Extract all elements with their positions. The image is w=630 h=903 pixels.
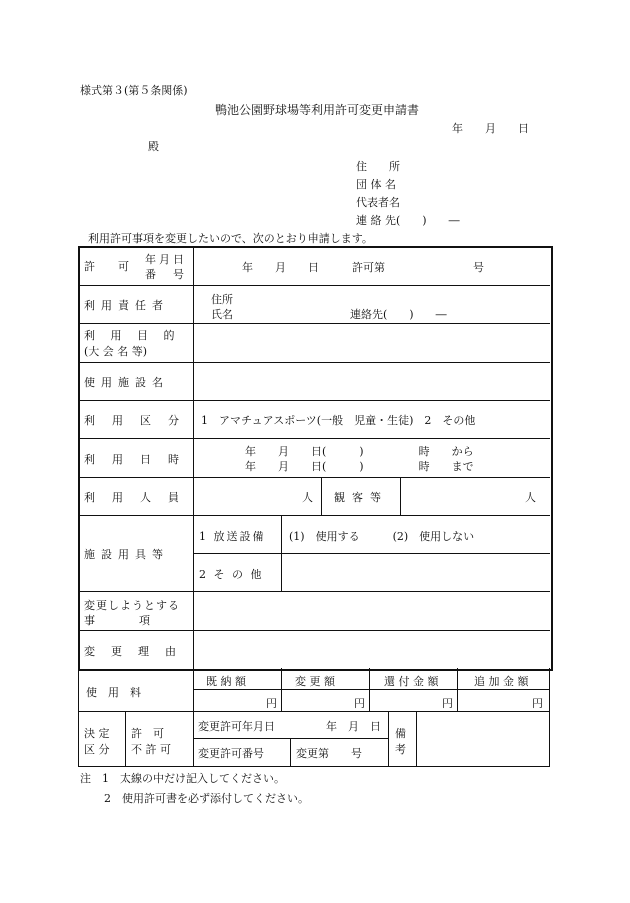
facility-label: 使用施設名 <box>84 376 169 389</box>
permit-label: 許 可 <box>84 260 135 273</box>
people-label: 利用人員 <box>84 491 196 504</box>
date-line: 年 月 日 <box>452 122 529 135</box>
change-items-label-sub: 事 項 <box>84 614 150 627</box>
spectators-unit: 人 <box>525 491 536 504</box>
fee-col-refund: 還 付 金 額 <box>384 675 439 688</box>
remarks-label: 備 <box>395 727 406 740</box>
purpose-label-sub: (大 会 名 等) <box>84 345 148 358</box>
category-label: 利用区分 <box>84 414 196 427</box>
form-number: 様式第３(第５条関係) <box>80 84 188 97</box>
applicant-representative-label: 代表者名 <box>356 196 400 209</box>
people-unit: 人 <box>302 491 313 504</box>
datetime-label: 利用日時 <box>84 453 196 466</box>
fee-col-additional: 追 加 金 額 <box>474 675 529 688</box>
responsible-address: 住所 <box>211 293 233 306</box>
fee-label: 使 用 料 <box>86 686 141 699</box>
note-1: 注 1 太線の中だけ記入してください。 <box>80 772 285 785</box>
decision-not-permit: 不 許 可 <box>131 743 171 756</box>
applicant-address-label: 住 所 <box>356 160 400 173</box>
fee-col-paid: 既 納 額 <box>206 675 246 688</box>
applicant-group-label: 団 体 名 <box>356 178 396 191</box>
fee-yen-2: 円 <box>354 697 365 710</box>
equipment-broadcast: 1 放送設備 <box>199 530 266 543</box>
change-number-label: 変更許可番号 <box>198 747 264 760</box>
intro-text: 利用許可事項を変更したいので、次のとおり申請します。 <box>88 232 373 245</box>
broadcast-options: (1) 使用する (2) 使用しない <box>289 530 475 543</box>
equipment-label: 施設用具等 <box>84 548 169 561</box>
applicant-contact-label: 連 絡 先( ) ― <box>356 214 460 227</box>
spectators-label: 観客等 <box>334 491 388 504</box>
permit-label-date: 年月日 <box>145 253 187 266</box>
decision-label: 決 定 <box>84 727 110 740</box>
remarks-label-sub: 考 <box>395 743 406 756</box>
datetime-line2: 年 月 日( ) 時 まで <box>245 460 474 473</box>
purpose-label: 利 用 目 的 <box>84 329 181 342</box>
form-title: 鴨池公園野球場等利用許可変更申請書 <box>215 103 420 117</box>
change-number-value: 変更第 号 <box>296 747 362 760</box>
change-items-label: 変更しようとする <box>84 599 180 612</box>
addressee-suffix: 殿 <box>148 140 159 153</box>
category-value: 1 アマチュアスポーツ(一般 児童・生徒) 2 その他 <box>201 414 476 427</box>
fee-yen-1: 円 <box>266 697 277 710</box>
responsible-contact: 連絡先( ) ― <box>350 308 447 321</box>
permit-label-number: 番 号 <box>145 268 187 281</box>
fee-yen-3: 円 <box>442 697 453 710</box>
change-reason-label: 変更理由 <box>84 645 192 658</box>
fee-yen-4: 円 <box>532 697 543 710</box>
change-date-label: 変更許可年月日 <box>198 720 275 733</box>
responsible-label: 利用責任者 <box>84 299 169 312</box>
decision-label-sub: 区 分 <box>84 743 110 756</box>
permit-value: 年 月 日 許可第 号 <box>242 261 484 274</box>
responsible-name: 氏名 <box>211 308 233 321</box>
equipment-other: 2 そ の 他 <box>199 568 264 581</box>
datetime-line1: 年 月 日( ) 時 から <box>245 445 474 458</box>
change-date-value: 年 月 日 <box>326 720 381 733</box>
note-2: 2 使用許可書を必ず添付してください。 <box>104 792 309 805</box>
decision-permit: 許 可 <box>131 727 164 740</box>
fee-col-change: 変 更 額 <box>295 675 335 688</box>
